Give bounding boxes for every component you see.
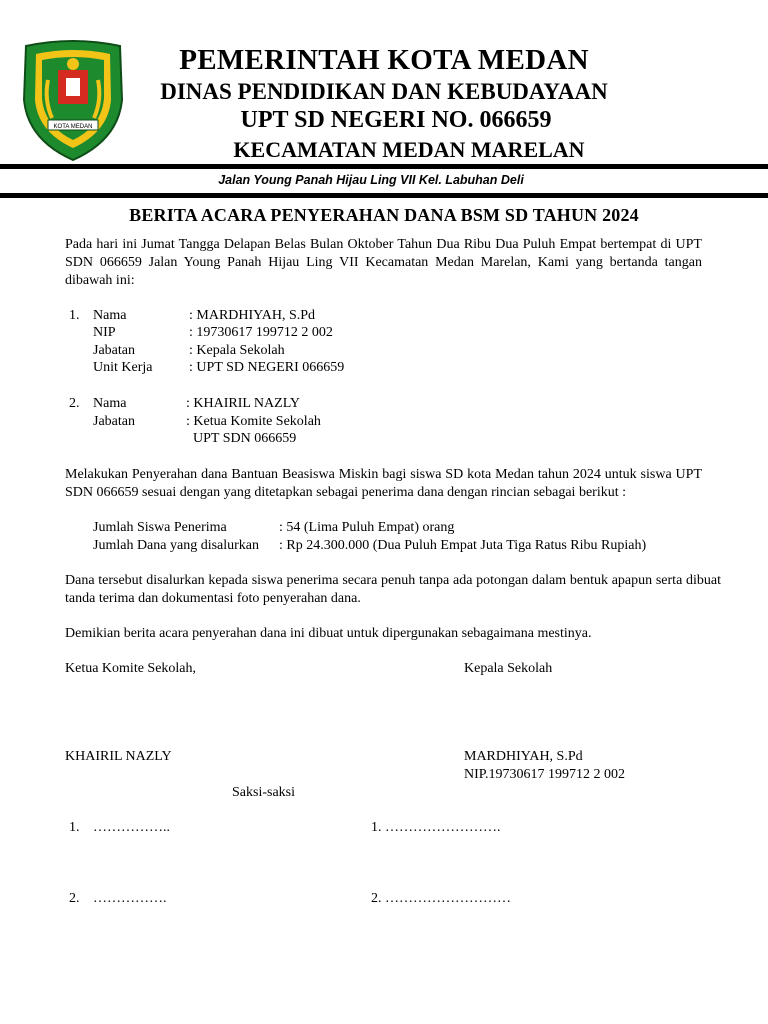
intro-paragraph: Pada hari ini Jumat Tangga Delapan Belas Bulan Oktober Tahun Dua Ribu Dua Puluh Empat bertempat di UPT SDN 066659 Jalan Young Panah Hijau Ling VII Kecamatan Medan Marelan, Kami yang bertanda tangan dibawah ini: [65, 237, 702, 288]
signature-right-role: Kepala Sekolah [464, 661, 553, 676]
detail-students-value: : 54 (Lima Puluh Empat) orang [279, 520, 455, 535]
witness-left-1-number: 1. [69, 820, 80, 835]
party1-nip-value: : 19730617 199712 2 002 [189, 325, 333, 340]
witness-right-2-line: 2. ……………………… [371, 891, 511, 906]
witness-left-2-number: 2. [69, 891, 80, 906]
detail-funds-value: : Rp 24.300.000 (Dua Puluh Empat Juta Tiga Ratus Ribu Rupiah) [279, 538, 647, 553]
letterhead-line4: KECAMATAN MEDAN MARELAN [233, 137, 585, 162]
party1-jabatan-label: Jabatan [93, 343, 135, 358]
letterhead-address: Jalan Young Panah Hijau Ling VII Kel. Labuhan Deli [218, 173, 524, 187]
party1-jabatan-value: : Kepala Sekolah [189, 343, 285, 358]
party2-number: 2. [69, 396, 80, 411]
party1-number: 1. [69, 308, 80, 323]
party2-jabatan-value: : Ketua Komite Sekolah [186, 414, 321, 429]
letterhead-line1: PEMERINTAH KOTA MEDAN [179, 44, 589, 76]
party2-name-label: Nama [93, 396, 127, 411]
party1-unit-value: : UPT SD NEGERI 066659 [189, 360, 345, 375]
witness-left-1-line: …………….. [93, 820, 170, 835]
signature-left-role: Ketua Komite Sekolah, [65, 661, 197, 676]
party1-nip-label: NIP [93, 325, 116, 340]
closing-paragraph: Demikian berita acara penyerahan dana ini dibuat untuk dipergunakan sebagaimana mestinya. [65, 626, 592, 641]
witnesses-heading: Saksi-saksi [232, 785, 295, 800]
letterhead-rule-top [0, 164, 768, 169]
party2-jabatan-label: Jabatan [93, 414, 135, 429]
statement-paragraph: Melakukan Penyerahan dana Bantuan Beasiswa Miskin bagi siswa SD kota Medan tahun 2024 untuk siswa UPT SDN 066659 sesuai dengan yang ditetapkan sebagai penerima dana dengan rincian sebagai berikut : [65, 467, 702, 500]
detail-funds-label: Jumlah Dana yang disalurkan [93, 538, 260, 553]
party2-unit-value: UPT SDN 066659 [193, 431, 297, 446]
letterhead-line3: UPT SD NEGERI NO. 066659 [240, 107, 552, 133]
party1-unit-label: Unit Kerja [93, 360, 153, 375]
distribution-paragraph: Dana tersebut disalurkan kepada siswa penerima secara penuh tanpa ada potongan dalam bentuk apapun serta dibuat tanda terima dan dokumentasi foto penyerahan dana. [65, 573, 721, 606]
signature-left-name: KHAIRIL NAZLY [65, 749, 172, 764]
document-title: BERITA ACARA PENYERAHAN DANA BSM SD TAHUN 2024 [129, 205, 639, 225]
witness-left-2-line: ……………. [93, 891, 167, 906]
signature-right-nip: NIP.19730617 199712 2 002 [464, 767, 626, 782]
logo-text: KOTA MEDAN [53, 124, 93, 130]
detail-students-label: Jumlah Siswa Penerima [93, 520, 227, 535]
letterhead-line2: DINAS PENDIDIKAN DAN KEBUDAYAAN [160, 79, 608, 104]
party2-name-value: : KHAIRIL NAZLY [186, 396, 300, 411]
witness-right-1-line: 1. ……………………. [371, 820, 501, 835]
letterhead-rule-bottom [0, 193, 768, 198]
party1-name-value: : MARDHIYAH, S.Pd [189, 308, 316, 323]
signature-right-name: MARDHIYAH, S.Pd [464, 749, 583, 764]
party1-name-label: Nama [93, 308, 127, 323]
